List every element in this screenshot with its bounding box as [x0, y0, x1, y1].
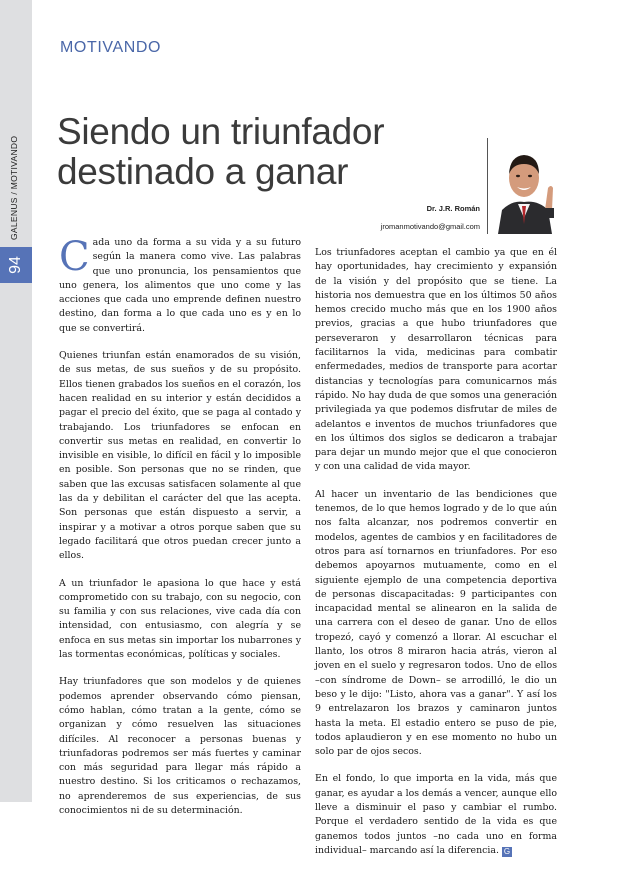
author-photo: [487, 138, 560, 234]
article-column-right: [315, 246, 557, 871]
article-paragraph: [315, 772, 557, 858]
article-paragraph: [59, 236, 301, 336]
page-number-text: 94: [6, 256, 24, 274]
article-paragraph: Quienes triunfan están enamorados de su visión, de sus metas, de sus sueños y de su propósito. Ellos tienen grabados los sueños en el corazón, los hacen realidad en su interior y están decididos a pagar el precio del éxito, que se paga al contado y trabajando. Los triunfadores se enfocan en convertir sus metas en realidad, en convertir lo invisible en visible, lo difícil en fácil y lo imposible en posible. Son personas que no se rinden, que saben que las excusas satisfacen solamente al que las da y debilitan el carácter del que las acepta. Son personas que están dispuesto a servir, a inspirar y a motivar a otros porque saben que su legado facilitará que otros puedan crecer junto a ellos.: [59, 350, 301, 562]
dropcap: C: [59, 234, 90, 280]
author-block: [381, 200, 480, 236]
article-paragraph: Los triunfadores aceptan el cambio ya que en él hay oportunidades, hay crecimiento y expansión de la visión y del propósito que se tiene. La historia nos demuestra que en los últimos 50 años hemos crecido mucho más que en los 1900 años previos, gracias a que hubo triunfadores que perseveraron y desarrollaron técnicas para facilitarnos la vida, medicinas para combatir enfermedades, medios de transporte para acortar distancias y tecnologías para comunicarnos más rápido. No hay duda de que somos una generación privilegiada ya que podemos disfrutar de miles de adelantos e inventos de muchos triunfadores que en los últimos dos siglos se dedicaron a trabajar para dejar un mundo mejor que el que conocieron y con una calidad de vida mayor.: [315, 247, 557, 473]
page-number: [0, 247, 32, 283]
article-column-left: [59, 236, 301, 831]
sidebar-label: GALENUS / MOTIVANDO: [9, 135, 19, 240]
closing-paragraph-text: En el fondo, lo que importa en la vida, más que ganar, es ayudar a los demás a vencer, aunque ello lleve a disminuir el paso y cambiar el rumbo. Porque el verdadero sentido de la vida es que ganemos todos juntos –no cada uno en forma individual– marcando así la diferencia.: [315, 773, 557, 856]
first-paragraph-text: ada uno da forma a su vida y a su futuro según la manera como vive. Las palabras que uno pronuncia, los pensamientos que uno genera, los alimentos que uno come y las acciones que cada uno emprende definen nuestro destino, dan forma a lo que cada uno es y en lo que se convertirá.: [59, 237, 301, 334]
author-name: Dr. J.R. Román: [426, 204, 480, 213]
article-paragraph: A un triunfador le apasiona lo que hace y está comprometido con su trabajo, con su negocio, con su familia y con sus relaciones, vive cada día con intensidad, con entusiasmo, con alegría y se enfoca en sus metas sin importar los nubarrones y las tormentas económicas, políticas y sociales.: [59, 577, 301, 661]
author-email: jromanmotivando@gmail.com: [380, 222, 480, 231]
section-label: MOTIVANDO: [60, 39, 162, 56]
end-mark-icon: G: [503, 846, 511, 856]
article-paragraph: Al hacer un inventario de las bendiciones que tenemos, de lo que hemos logrado y de lo que aún nos falta alcanzar, nos podremos convertir en modelos, agentes de cambios y en facilitadores de otros para así tornarnos en triunfadores. Por eso debemos apoyarnos mutuamente, como en el siguiente ejemplo de una competencia deportiva de personas discapacitadas: 9 participantes con incapacidad mental se alinearon en la salida de una carrera con el deseo de ganar. Uno de ellos tropezó, cayó y comenzó a llorar. Al escuchar el llanto, los otros 8 miraron hacia atrás, vieron al joven en el suelo y regresaron todos. Uno de ellos –con síndrome de Down– se arrodilló, le dio un beso y le dijo: "Listo, ahora vas a ganar". Y así los 9 entrelazaron los brazos y caminaron juntos hasta la meta. El estadio entero se puso de pie, todos aplaudieron y en ese momento no hubo un solo par de ojos secos.: [315, 488, 557, 758]
headline: Siendo un triunfador destinado a ganar: [57, 111, 385, 192]
side-strip: [0, 0, 32, 802]
article-paragraph: Hay triunfadores que son modelos y de quienes podemos aprender observando cómo piensan, cómo hablan, cómo tratan a la gente, cómo se organizan y cómo resuelven las situaciones difíciles. Al reconocer a personas buenas y triunfadoras podremos ser más fuertes y caminar con más seguridad para llegar más rápido a nuestro destino. Si los criticamos o rechazamos, no aprenderemos de sus experiencias, de sus conocimientos ni de su determinación.: [59, 676, 301, 816]
